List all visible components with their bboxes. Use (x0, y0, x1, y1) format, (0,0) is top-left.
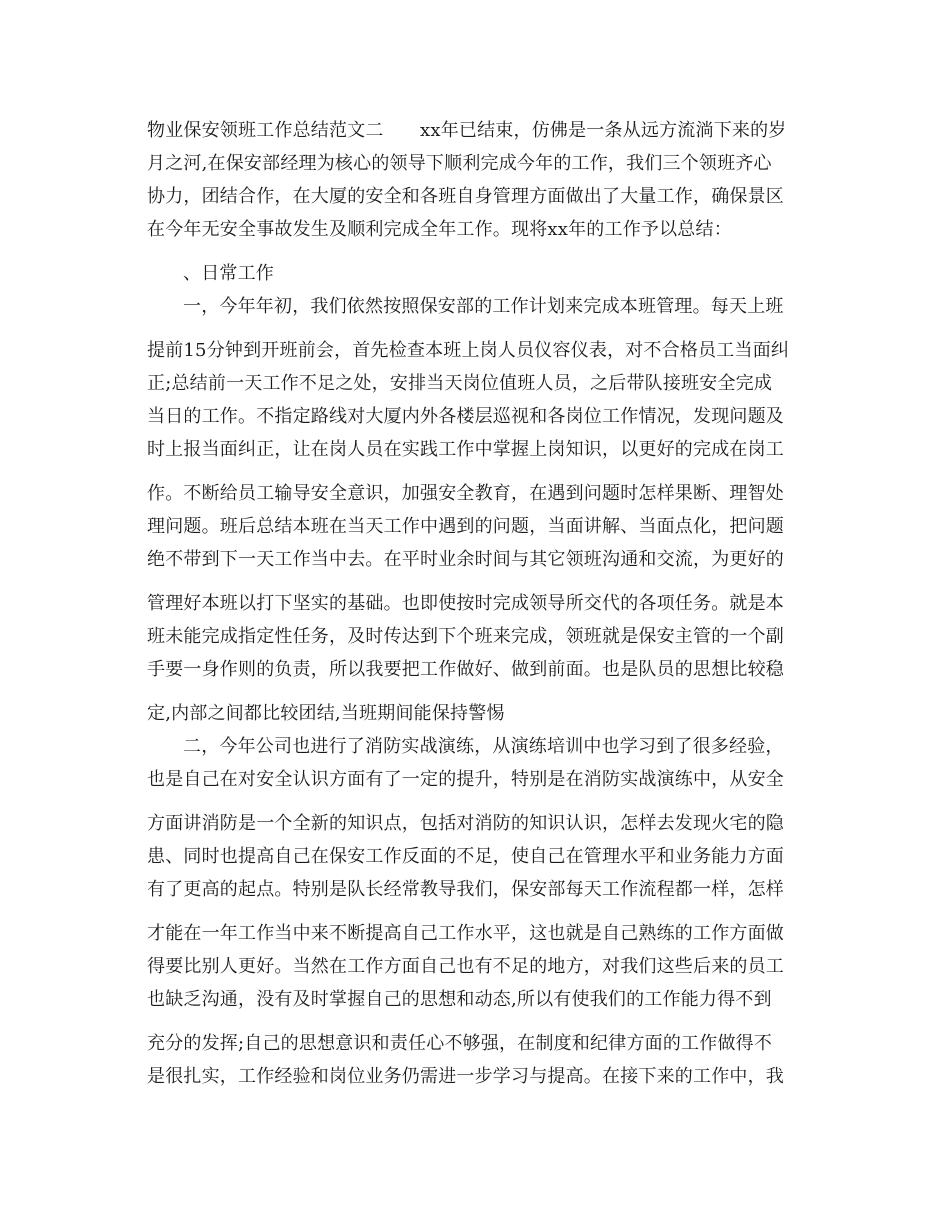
text-line: 二，今年公司也进行了消防实战演练，从演练培训中也学习到了很多经验， (183, 736, 784, 757)
text-line: 时上报当面纠正，让在岗人员在实践工作中掌握上岗知识，以更好的完成在岗工 (147, 439, 784, 460)
text-line: 一，今年年初，我们依然按照保安部的工作计划来完成本班管理。每天上班 (183, 296, 784, 317)
text-line: 班未能完成指定性任务，及时传达到下个班来完成，领班就是保安主管的一个副 (147, 626, 784, 647)
text-line: 才能在一年工作当中来不断提高自己工作水平，这也就是自己熟练的工作方面做 (147, 923, 784, 944)
text-line: 理问题。班后总结本班在当天工作中遇到的问题，当面讲解、当面点化，把问题 (147, 516, 784, 537)
text-line: 月之河,在保安部经理为核心的领导下顺利完成今年的工作，我们三个领班齐心 (147, 153, 772, 174)
text-line: 也是自己在对安全认识方面有了一定的提升，特别是在消防实战演练中，从安全 (147, 769, 784, 790)
text-line: 作。不断给员工输导安全意识，加强安全教育，在遇到问题时怎样果断、理智处 (147, 483, 784, 504)
text-line: 充分的发挥;自己的思想意识和责任心不够强，在制度和纪律方面的工作做得不 (147, 1033, 773, 1054)
text-line: 手要一身作则的负责，所以我要把工作做好、做到前面。也是队员的思想比较稳 (147, 659, 784, 680)
text-line: 定,内部之间都比较团结,当班期间能保持警惕 (147, 703, 505, 724)
text-line: 在今年无安全事故发生及顺利完成全年工作。现将xx年的工作予以总结： (147, 219, 732, 240)
text-line: 患、同时也提高自己在保安工作反面的不足，使自己在管理水平和业务能力方面 (147, 846, 784, 867)
text-line: 方面讲消防是一个全新的知识点，包括对消防的知识认识，怎样去发现火宅的隐 (147, 813, 784, 834)
text-line: 有了更高的起点。特别是队长经常教导我们，保安部每天工作流程都一样，怎样 (147, 879, 784, 900)
text-line: 绝不带到下一天工作当中去。在平时业余时间与其它领班沟通和交流，为更好的 (147, 549, 784, 570)
text-line: 正;总结前一天工作不足之处，安排当天岗位值班人员，之后带队接班安全完成 (147, 373, 773, 394)
text-line: 协力，团结合作，在大厦的安全和各班自身管理方面做出了大量工作，确保景区 (147, 186, 784, 207)
text-line: 得要比别人更好。当然在工作方面自己也有不足的地方，对我们这些后来的员工 (147, 956, 784, 977)
text-line: 也缺乏沟通，没有及时掌握自己的思想和动态,所以有使我们的工作能力得不到 (147, 989, 772, 1010)
text-line-title: 物业保安领班工作总结范文二 xx年已结束，仿佛是一条从远方流淌下来的岁 (147, 120, 787, 141)
text-line: 提前15分钟到开班前会，首先检查本班上岗人员仪容仪表，对不合格员工当面纠 (147, 340, 790, 361)
section-heading: 、日常工作 (183, 263, 274, 284)
text-line: 当日的工作。不指定路线对大厦内外各楼层巡视和各岗位工作情况，发现问题及 (147, 406, 784, 427)
text-line: 是很扎实，工作经验和岗位业务仍需进一步学习与提高。在接下来的工作中，我 (147, 1066, 784, 1087)
text-line: 管理好本班以打下坚实的基础。也即使按时完成领导所交代的各项任务。就是本 (147, 593, 784, 614)
